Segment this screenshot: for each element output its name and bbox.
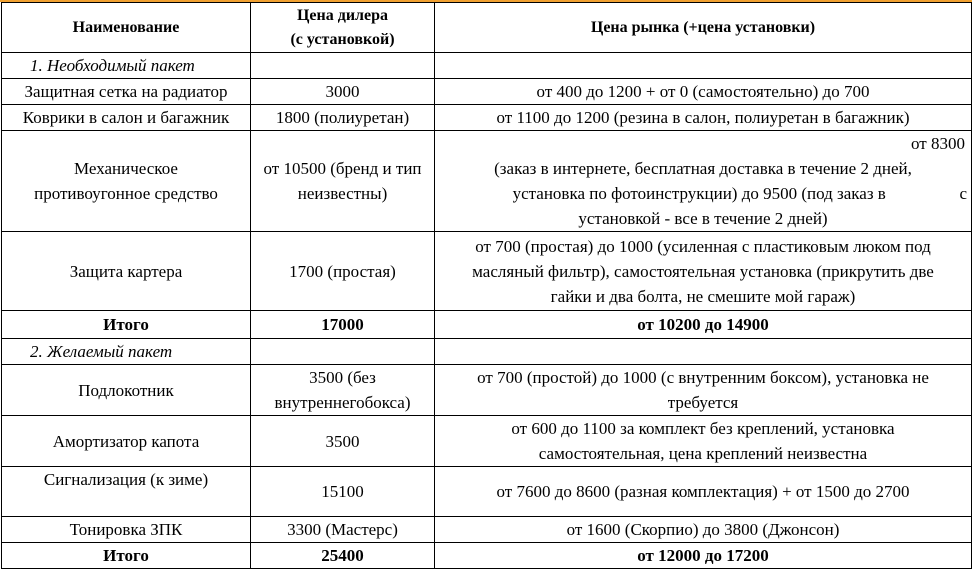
- market-price: от 7600 до 8600 (разная комплектация) + от 1500 до 2700: [435, 467, 972, 517]
- section-row: [2, 339, 972, 365]
- market-price-line3: [439, 181, 967, 206]
- market-price: от 1100 до 1200 (резина в салон, полиуретан в багажник): [435, 105, 972, 131]
- total-market: от 12000 до 17200: [435, 543, 972, 569]
- total-dealer: 17000: [251, 311, 435, 339]
- section-title-desired: 2. Желаемый пакет: [2, 339, 251, 365]
- item-name-line2: противоугонное средство: [34, 184, 218, 203]
- dealer-price: 3500: [251, 416, 435, 467]
- market-price-line4: установкой - все в течение 2 дней): [578, 209, 828, 228]
- table-row: [2, 416, 972, 467]
- empty-cell: [251, 53, 435, 79]
- market-price-line2: самостоятельная, цена креплений неизвестна: [538, 444, 868, 463]
- empty-cell: [251, 339, 435, 365]
- total-label: Итого: [2, 543, 251, 569]
- dealer-price: 3000: [251, 79, 435, 105]
- market-price-line3b: с: [959, 184, 967, 203]
- dealer-price-line1: 3500 (без: [309, 368, 376, 387]
- market-price: [435, 416, 972, 467]
- item-name: Сигнализация (к зиме): [2, 467, 251, 517]
- dealer-price: 15100: [251, 467, 435, 517]
- header-market-price: Цена рынка (+цена установки): [435, 3, 972, 53]
- market-price-line1: от 700 (простая) до 1000 (усиленная с пластиковым люком под: [475, 236, 931, 256]
- header-dealer-line1: Цена дилера: [296, 6, 389, 24]
- table-row: [2, 365, 972, 416]
- dealer-price-line1: от 10500 (бренд и тип: [263, 159, 422, 178]
- dealer-price: 1800 (полиуретан): [251, 105, 435, 131]
- section-title-required: 1. Необходимый пакет: [2, 53, 251, 79]
- header-dealer-price: [251, 3, 435, 53]
- dealer-price: [251, 365, 435, 416]
- dealer-price: [251, 131, 435, 232]
- item-name: Защитная сетка на радиатор: [2, 79, 251, 105]
- total-dealer: 25400: [251, 543, 435, 569]
- total-row: [2, 311, 972, 339]
- total-row: [2, 543, 972, 569]
- item-name: Амортизатор капота: [2, 416, 251, 467]
- table-row: [2, 232, 972, 311]
- dealer-price-line2: внутреннегобокса): [274, 393, 411, 412]
- market-price-line2: требуется: [667, 393, 739, 412]
- market-price: [435, 365, 972, 416]
- dealer-price-line2: неизвестны): [297, 184, 388, 203]
- item-name-line1: Механическое: [74, 159, 178, 178]
- market-price-line1: от 8300: [911, 134, 965, 153]
- dealer-price: 1700 (простая): [251, 232, 435, 311]
- market-price: [435, 232, 972, 311]
- market-price-line1: от 600 до 1100 за комплект без креплений, установка: [511, 419, 895, 438]
- market-price: от 1600 (Скорпио) до 3800 (Джонсон): [435, 517, 972, 543]
- market-price-line3: гайки и два болта, не смешите мой гараж): [550, 286, 856, 306]
- market-price-line1: от 700 (простой) до 1000 (с внутренним боксом), установка не: [477, 368, 929, 387]
- header-name: Наименование: [2, 3, 251, 53]
- market-price: от 400 до 1200 + от 0 (самостоятельно) до 700: [435, 79, 972, 105]
- empty-cell: [435, 339, 972, 365]
- table-row: [2, 79, 972, 105]
- item-name: [2, 131, 251, 232]
- market-price-line2: (заказ в интернете, бесплатная доставка в течение 2 дней,: [494, 159, 912, 178]
- empty-cell: [435, 53, 972, 79]
- header-dealer-line2: (с установкой): [290, 30, 395, 48]
- item-name: Защита картера: [2, 232, 251, 311]
- item-name: Подлокотник: [2, 365, 251, 416]
- market-price-line2: масляный фильтр), самостоятельная установка (прикрутить две: [472, 261, 934, 281]
- header-row: [2, 3, 972, 53]
- item-name: Коврики в салон и багажник: [2, 105, 251, 131]
- total-market: от 10200 до 14900: [435, 311, 972, 339]
- dealer-price: 3300 (Мастерс): [251, 517, 435, 543]
- price-comparison-table: [1, 2, 972, 569]
- section-row: [2, 53, 972, 79]
- table-row: [2, 131, 972, 232]
- total-label: Итого: [2, 311, 251, 339]
- market-price: [435, 131, 972, 232]
- table-row: [2, 467, 972, 517]
- market-price-line3a: установка по фотоинструкции) до 9500 (под заказ в: [512, 184, 886, 203]
- item-name: Тонировка ЗПК: [2, 517, 251, 543]
- table-row: [2, 105, 972, 131]
- table-row: [2, 517, 972, 543]
